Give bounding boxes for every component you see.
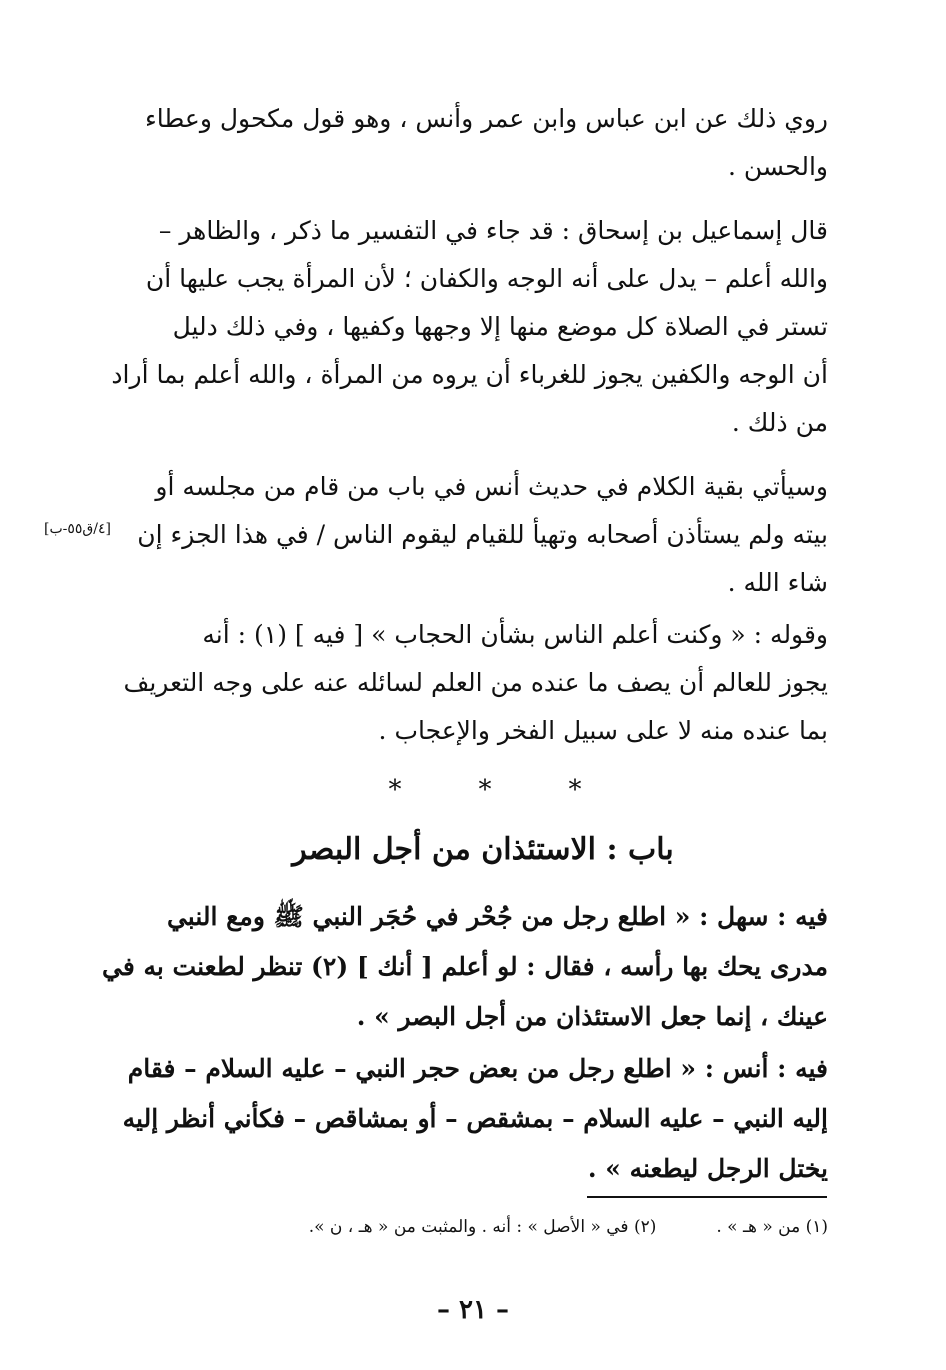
asterisk-ornament: * [568,775,582,805]
asterisk-ornament: * [388,775,402,805]
text-line: والحسن . [728,152,828,181]
page-number: – ٢١ – [436,1295,510,1325]
footnotes [138,1212,828,1242]
text-line: روي ذلك عن ابن عباس وابن عمر وأنس ، وهو قول مكحول وعطاء [145,104,828,133]
text-line: شاء الله . [727,568,828,597]
text-line: وقوله : « وكنت أعلم الناس بشأن الحجاب » [ فيه ] (١) : أنه [202,620,828,649]
text-line: أن الوجه والكفين يجوز للغرباء أن يروه من المرأة ، والله أعلم بما أراد [111,360,828,389]
footnote-1: (١) من « هـ » . [716,1217,828,1237]
text-line: فيه : سهل : « اطلع رجل من جُحْر في حُجَر النبي ﷺ ومع النبي [166,902,828,931]
text-line: فيه : أنس : « اطلع رجل من بعض حجر النبي – عليه السلام – فقام [127,1054,828,1083]
text-line: بيته ولم يستأذن أصحابه وتهيأ للقيام ليقوم الناس / في هذا الجزء إن [137,520,828,549]
text-line: والله أعلم – يدل على أنه الوجه والكفان ؛ لأن المرأة يجب عليها أن [145,264,828,293]
text-line: إليه النبي – عليه السلام – بمشقص – أو بمشاقص – فكأني أنظر إليه [122,1104,828,1133]
paragraph-2 [111,207,828,447]
section-separator [380,770,590,810]
text-line: يجوز للعالم أن يصف ما عنده من العلم لسائله عنه على وجه التعريف [123,668,828,697]
hadith-paragraph-1 [102,892,828,1042]
hadith-paragraph-2 [122,1044,828,1194]
footnote-divider [587,1196,827,1198]
manuscript-folio-note: [٤/ق٥٥-ب] [44,521,112,537]
asterisk-ornament: * [478,775,492,805]
paragraph-3 [138,463,828,607]
footnote-2: (٢) في « الأصل » : أنه . والمثبت من « هـ ، ن ». [308,1217,657,1237]
paragraph-4 [123,611,828,755]
text-line: قال إسماعيل بن إسحاق : قد جاء في التفسير ما ذكر ، والظاهر – [158,216,828,245]
text-line: تستر في الصلاة كل موضع منها إلا وجهها وكفيها ، وفي ذلك دليل [172,312,828,341]
text-line: مدرى يحك بها رأسه ، فقال : لو أعلم [ أنك ] (٢) تنظر لطعنت به في [102,952,828,981]
text-line: يختل الرجل ليطعنه » . [587,1154,828,1183]
text-line: بما عنده منه لا على سبيل الفخر والإعجاب . [378,716,828,745]
text-line: من ذلك . [731,408,828,437]
text-line: عينك ، إنما جعل الاستئذان من أجل البصر » . [356,1002,828,1031]
chapter-heading: باب : الاستئذان من أجل البصر [292,832,674,867]
text-line: وسيأتي بقية الكلام في حديث أنس في باب من قام من مجلسه أو [155,472,828,501]
paragraph-1 [138,95,828,191]
